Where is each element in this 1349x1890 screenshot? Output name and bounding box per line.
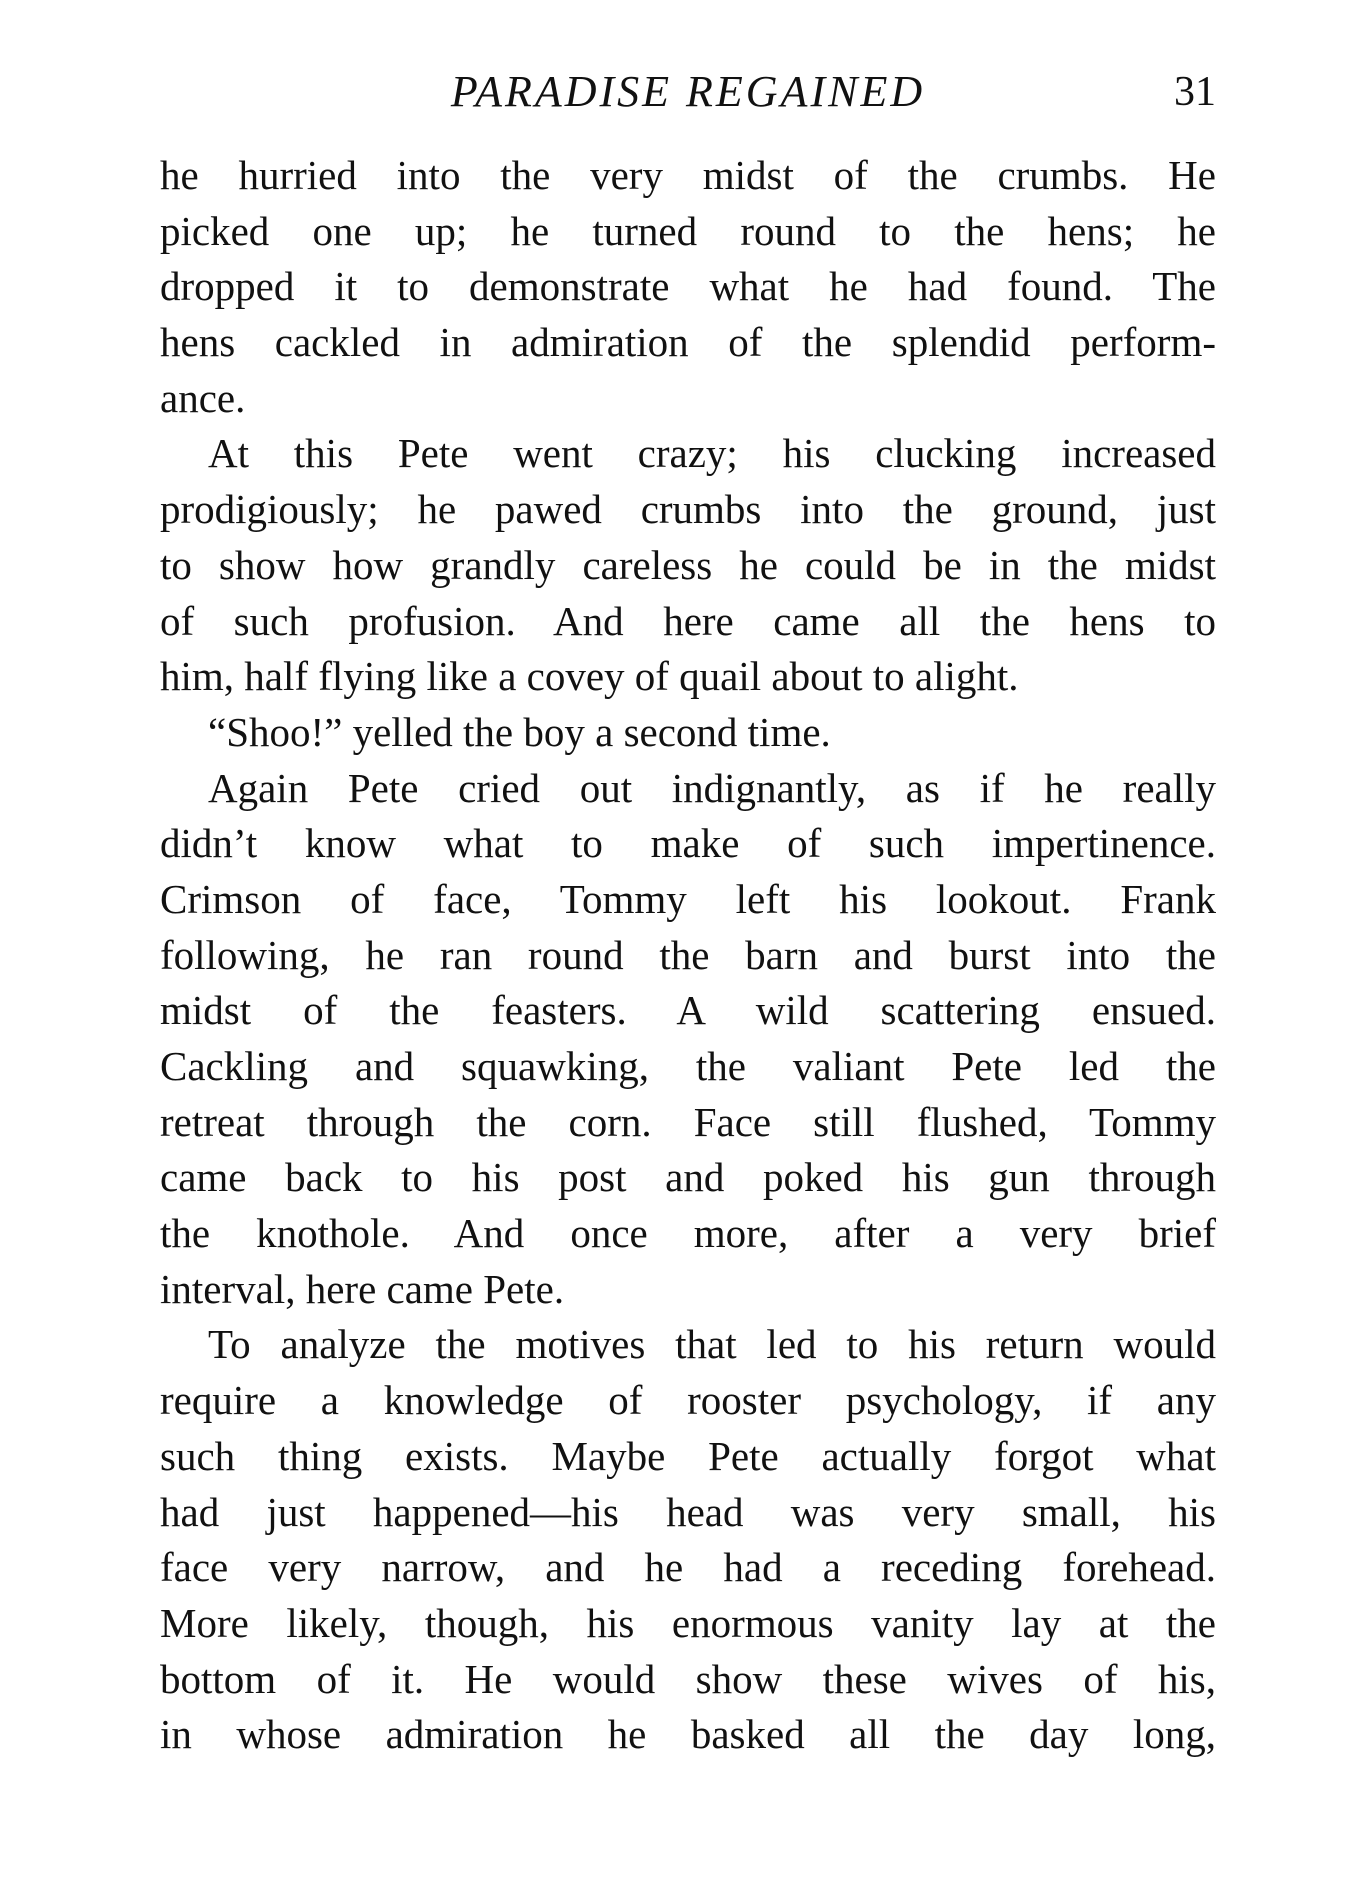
text-line: came back to his post and poked his gun through	[160, 1154, 1216, 1201]
text-line: midst of the feasters. A wild scattering ensued.	[160, 987, 1216, 1034]
text-line: picked one up; he turned round to the hens; he	[160, 207, 1216, 254]
text-line: require a knowledge of rooster psychology, if any	[160, 1377, 1216, 1424]
text-line: Cackling and squawking, the valiant Pete led the	[160, 1043, 1216, 1089]
text-line: such thing exists. Maybe Pete actually forgot what	[160, 1432, 1216, 1479]
text-line: following, he ran round the barn and burst into the	[160, 931, 1216, 978]
running-head	[160, 62, 1216, 122]
text-line: To analyze the motives that led to his return would	[208, 1321, 1216, 1368]
text-line: At this Pete went crazy; his clucking increased	[208, 430, 1216, 477]
text-line: interval, here came Pete.	[160, 1265, 565, 1312]
text-line: hens cackled in admiration of the splendid perform-	[160, 319, 1216, 366]
text-line: prodigiously; he pawed crumbs into the ground, just	[160, 486, 1216, 533]
text-line: he hurried into the very midst of the crumbs. He	[160, 152, 1216, 198]
text-line: had just happened—his head was very small, his	[160, 1488, 1216, 1535]
text-line: the knothole. And once more, after a very brief	[160, 1210, 1216, 1257]
running-title: PARADISE REGAINED	[450, 67, 926, 116]
text-line: didn’t know what to make of such impertinence.	[160, 820, 1216, 867]
text-line: face very narrow, and he had a receding forehead.	[160, 1544, 1216, 1591]
text-line: dropped it to demonstrate what he had found. The	[160, 263, 1216, 310]
text-line: retreat through the corn. Face still flushed, Tommy	[160, 1098, 1216, 1145]
page-number: 31	[1174, 69, 1216, 115]
text-line: Again Pete cried out indignantly, as if he really	[208, 764, 1216, 811]
text-line: ance.	[160, 374, 246, 421]
text-line: Crimson of face, Tommy left his lookout. Frank	[160, 875, 1216, 922]
text-line: to show how grandly careless he could be in the midst	[160, 541, 1216, 588]
body-text	[160, 148, 1216, 1763]
text-line: bottom of it. He would show these wives of his,	[160, 1655, 1216, 1702]
text-line: More likely, though, his enormous vanity lay at the	[160, 1599, 1216, 1646]
text-line: “Shoo!” yelled the boy a second time.	[208, 708, 831, 755]
text-line: in whose admiration he basked all the day long,	[160, 1711, 1216, 1758]
text-line: him, half flying like a covey of quail about to alight.	[160, 653, 1019, 700]
text-line: of such profusion. And here came all the hens to	[160, 597, 1216, 644]
